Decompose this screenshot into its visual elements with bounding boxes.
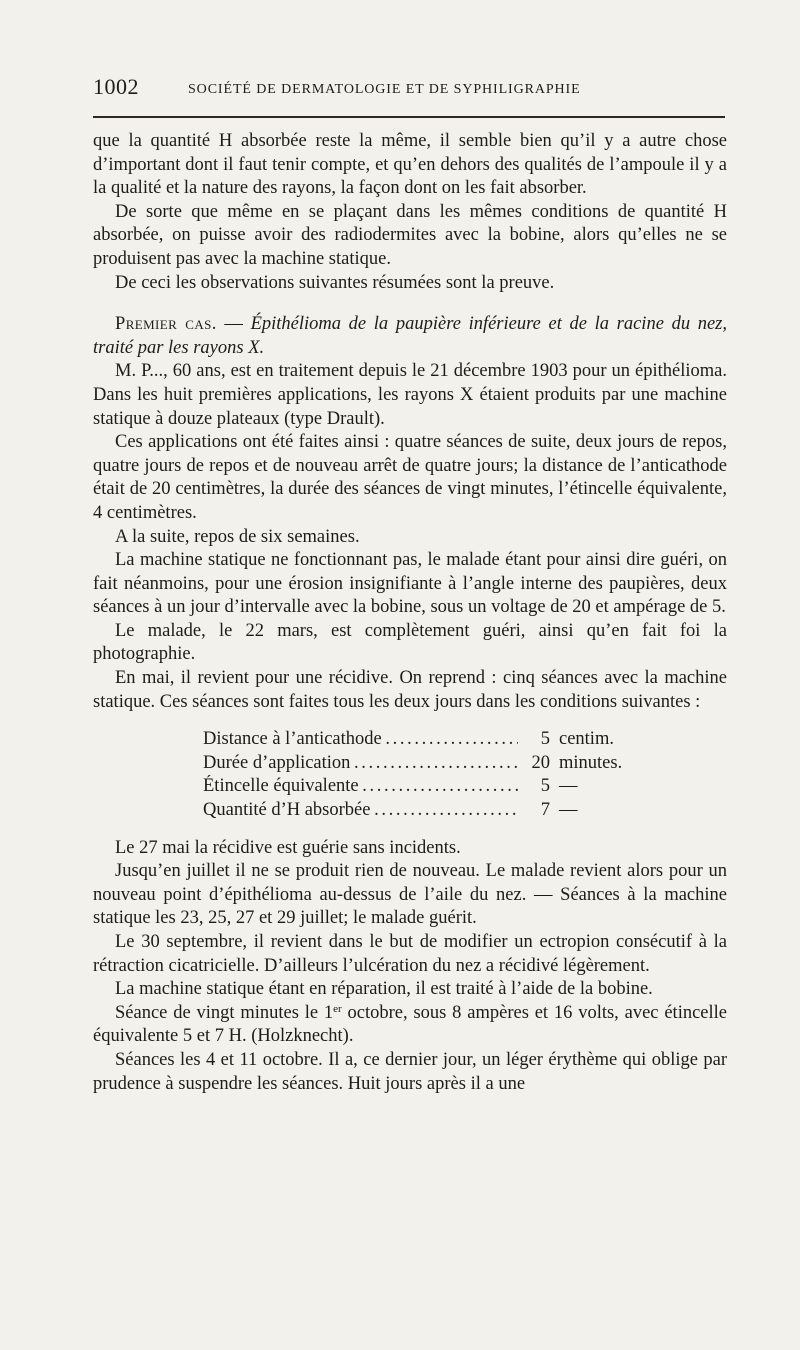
paragraph: La machine statique étant en réparation, il est traité à l’aide de la bobine. xyxy=(115,979,653,1000)
case-heading xyxy=(93,313,727,360)
seance-superscript: er xyxy=(333,1002,342,1015)
condition-label: Durée d’application . . . xyxy=(203,752,518,776)
paragraph: De ceci les observations suivantes résumées sont la preuve. xyxy=(115,272,555,293)
condition-value: 5 xyxy=(540,729,550,750)
paragraph: En mai, il revient pour une récidive. On reprend : cinq séances avec la machine statique. Ces séances sont faites tous les deux jours dans les conditions suivantes : xyxy=(93,668,727,712)
seance-text-after: octobre, sous 8 ampères et 16 volts, avec étincelle équivalente 5 et 7 H. (Holzknecht). xyxy=(93,1002,727,1047)
paragraph xyxy=(93,1002,727,1049)
conditions-row xyxy=(93,799,727,823)
condition-label: Quantité d’H absorbée . . . xyxy=(203,799,518,823)
paragraph: Le 27 mai la récidive est guérie sans incidents. xyxy=(115,837,461,858)
condition-value: 5 xyxy=(540,776,550,797)
page-number: 1002 xyxy=(93,74,139,99)
conditions-row xyxy=(93,775,727,799)
condition-label: Étincelle équivalente . . . xyxy=(203,775,518,799)
condition-value: 7 xyxy=(540,800,550,821)
paragraph: Jusqu’en juillet il ne se produit rien de nouveau. Le malade revient alors pour un nouveau point d’épithélioma au-dessus de l’aile du nez. — Séances à la machine statique les 23, 25, 27 et 29 juillet; le malade guérit. xyxy=(93,861,727,929)
condition-unit: minutes. xyxy=(559,752,623,773)
paragraph-continued: que la quantité H absorbée reste la même, il semble bien qu’il y a autre chose d’important dont il faut tenir compte, et qu’en dehors des qualités de l’ampoule il y a la qualité et la nature des rayons, la façon dont on les fait absorber. xyxy=(93,131,727,199)
case-dash: — xyxy=(216,314,251,335)
condition-unit: centim. xyxy=(559,729,614,750)
paragraph-continues: Séances les 4 et 11 octobre. Il a, ce dernier jour, un léger érythème qui oblige par prudence à suspendre les séances. Huit jours après il a une xyxy=(93,1049,727,1094)
header-rule xyxy=(93,116,725,118)
paragraph: De sorte que même en se plaçant dans les mêmes conditions de quantité H absorbée, on puisse avoir des radiodermites avec la bobine, alors qu’elles ne se produisent pas avec la machine statique. xyxy=(93,201,727,269)
paragraph: Ces applications ont été faites ainsi : quatre séances de suite, deux jours de repos, quatre jours de repos et de nouveau arrêt de quatre jours; la distance de l’anticathode était de 20 centimètres, la durée des séances de vingt minutes, l’étincelle équivalente, 4 centimètres. xyxy=(93,432,727,523)
paragraph: Le 30 septembre, il revient dans le but de modifier un ectropion consécutif à la rétraction cicatricielle. D’ailleurs l’ulcération du nez a récidivé légèrement. xyxy=(93,932,727,976)
case-label: Premier cas. xyxy=(115,314,217,335)
condition-unit: — xyxy=(559,776,578,797)
paragraph: Le malade, le 22 mars, est complètement guéri, ainsi qu’en fait foi la photographie. xyxy=(93,620,727,665)
condition-label: Distance à l’anticathode . . . xyxy=(203,728,518,752)
body-text xyxy=(93,130,727,1096)
paragraph: La machine statique ne fonctionnant pas, le malade étant pour ainsi dire guéri, on fait néanmoins, pour une érosion insignifiante à l’angle interne des paupières, deux séances à un jour d’intervalle avec la bobine, sous un voltage de 20 et ampérage de 5. xyxy=(93,550,727,618)
conditions-table xyxy=(93,728,727,822)
case-title: Épithélioma de la paupière inférieure et de la racine du nez, traité par les rayons X. xyxy=(93,314,728,358)
condition-value: 20 xyxy=(531,752,550,773)
paragraph: A la suite, repos de six semaines. xyxy=(115,526,360,547)
paragraph: M. P..., 60 ans, est en traitement depuis le 21 décembre 1903 pour un épithélioma. Dans les huit premières applications, les rayons X étaient produits par une machine statique à douze plateaux (type Drault). xyxy=(93,361,727,429)
seance-day: 1 xyxy=(323,1002,334,1023)
running-title: SOCIÉTÉ DE DERMATOLOGIE ET DE SYPHILIGRAPHIE xyxy=(188,82,581,97)
page-header xyxy=(93,74,725,108)
conditions-row xyxy=(93,728,727,752)
seance-text-before: Séance de vingt minutes le xyxy=(115,1002,324,1023)
condition-unit: — xyxy=(559,800,578,821)
conditions-row xyxy=(93,752,727,776)
